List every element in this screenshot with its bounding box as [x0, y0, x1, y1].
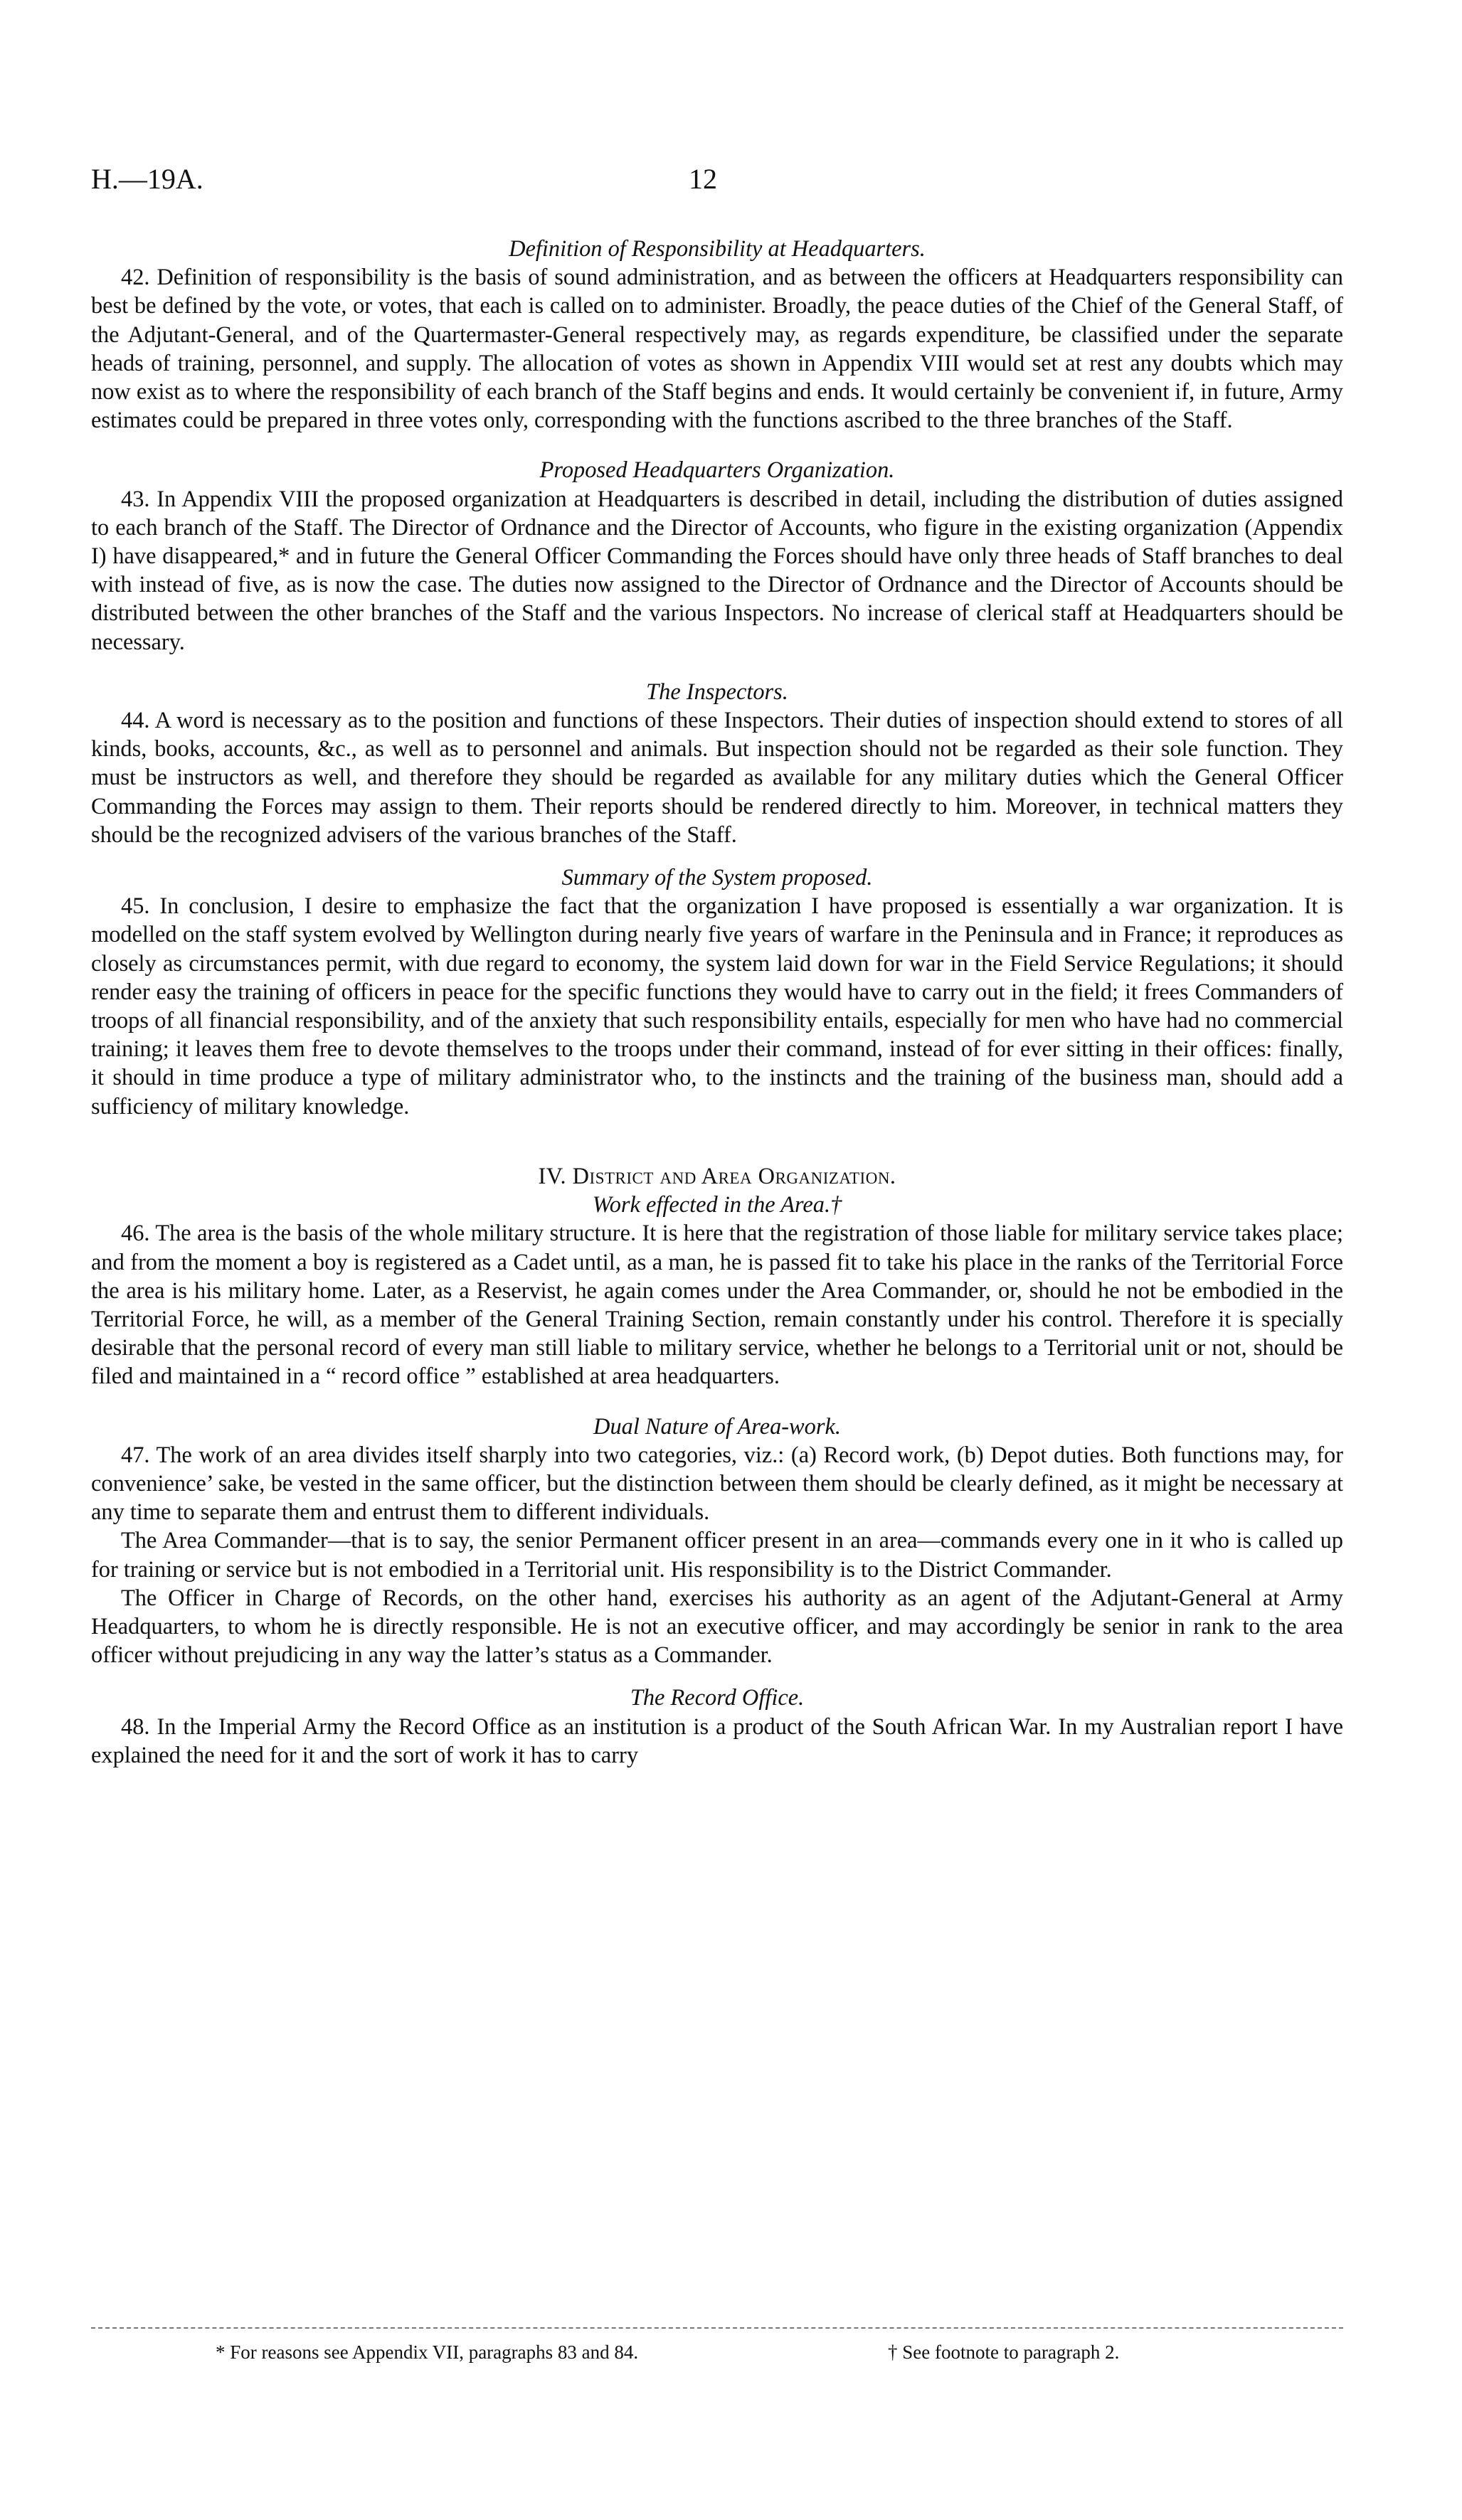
section-heading-definition: Definition of Responsibility at Headquarters. — [509, 236, 926, 262]
footnote-dagger: † See footnote to paragraph 2. — [888, 2341, 1120, 2363]
paragraph-43: 43. In Appendix VIII the proposed organization at Headquarters is described in detail, including the distribution of duties assigned to each branch of the Staff. The Director of Ordnance and the Director of Accounts, who figure in the existing organization (Appendix I) have disappeared,* and in future the General Officer Commanding the Forces should have only three heads of Staff branches to deal with instead of five, as is now the case. The duties now assigned to the Director of Ordnance and the Director of Accounts should be distributed between the other branches of the Staff and the various Inspectors. No increase of clerical staff at Headquarters should be necessary. — [91, 486, 1343, 655]
page-number: 12 — [689, 163, 717, 195]
paragraph-48: 48. In the Imperial Army the Record Office as an institution is a product of the South African War. In my Australian report I have explained the need for it and the sort of work it has to carry — [91, 1713, 1343, 1768]
footnote-divider — [91, 2327, 1343, 2329]
section-heading-inspectors: The Inspectors. — [646, 679, 788, 705]
paragraph-45: 45. In conclusion, I desire to emphasize the fact that the organization I have proposed is essentially a war organization. It is modelled on the staff system evolved by Wellington during nearly five years of warfare in the Peninsula and in France; it reproduces as closely as circumstances permit, with due regard to economy, the system laid down for war in the Field Service Regulations; it should render easy the training of officers in peace for the specific functions they would have to carry out in the field; it frees Commanders of troops of all financial responsibility, and of the anxiety that such responsibility entails, especially for men who have had no commercial training; it leaves them free to devote themselves to the troops under their command, instead of for ever sitting in their offices: finally, it should in time produce a type of military administrator who, to the instincts and the training of the business man, should add a sufficiency of military knowledge. — [91, 893, 1343, 1120]
page-body — [91, 235, 1343, 1770]
part-iv-title: IV. District and Area Organization. — [538, 1163, 896, 1189]
footnote-asterisk: * For reasons see Appendix VII, paragraphs 83 and 84. — [216, 2341, 639, 2363]
section-heading-work-in-area: Work effected in the Area.† — [592, 1192, 842, 1218]
paragraph-42: 42. Definition of responsibility is the basis of sound administration, and as between the officers at Headquarters responsibility can best be defined by the vote, or votes, that each is called on to administer. Broadly, the peace duties of the Chief of the General Staff, of the Adjutant-General, and of the Quartermaster-General respectively may, as regards expenditure, be classified under the separate heads of training, personnel, and supply. The allocation of votes as shown in Appendix VIII would set at rest any doubts which may now exist as to where the responsibility of each branch of the Staff begins and ends. It would certainly be convenient if, in future, Army estimates could be prepared in three votes only, corresponding with the functions ascribed to the three branches of the Staff. — [91, 265, 1343, 434]
section-heading-record-office: The Record Office. — [630, 1685, 805, 1711]
document-reference: H.—19A. — [91, 163, 203, 195]
section-heading-summary: Summary of the System proposed. — [561, 865, 873, 891]
page-header — [91, 162, 1343, 205]
section-heading-proposed-organization: Proposed Headquarters Organization. — [539, 457, 895, 484]
paragraph-46: 46. The area is the basis of the whole military structure. It is here that the registration of those liable for military service takes place; and from the moment a boy is registered as a Cadet until, as a man, he is passed fit to take his place in the ranks of the Territorial Force the area is his military home. Later, as a Reservist, he again comes under the Area Commander, or, should he not be embodied in the Territorial Force, he will, as a member of the General Training Section, remain constantly under his control. Therefore it is specially desirable that the personal record of every man still liable to military service, whether he belongs to a Territorial unit or not, should be filed and maintained in a “ record office ” established at area headquarters. — [91, 1221, 1343, 1390]
paragraph-47-area-commander: The Area Commander—that is to say, the senior Permanent officer present in an area—commands every one in it who is called up for training or service but is not embodied in a Territorial unit. His responsibility is to the District Commander. — [91, 1528, 1343, 1583]
paragraph-47-records-officer: The Officer in Charge of Records, on the other hand, exercises his authority as an agent of the Adjutant-General at Army Headquarters, to whom he is directly responsible. He is not an executive officer, and may accordingly be senior in rank to the area officer without prejudicing in any way the latter’s status as a Commander. — [91, 1585, 1343, 1669]
paragraph-44: 44. A word is necessary as to the position and functions of these Inspectors. Their duties of inspection should extend to stores of all kinds, books, accounts, &c., as well as to personnel and animals. But inspection should not be regarded as their sole function. They must be instructors as well, and therefore they should be regarded as available for any military duties which the General Officer Commanding the Forces may assign to them. Their reports should be rendered directly to him. Moreover, in technical matters they should be the recognized advisers of the various branches of the Staff. — [91, 708, 1343, 848]
section-heading-dual-nature: Dual Nature of Area-work. — [593, 1413, 841, 1440]
paragraph-47: 47. The work of an area divides itself sharply into two categories, viz.: (a) Record work, (b) Depot duties. Both functions may, for convenience’ sake, be vested in the same officer, but the distinction between them should be clearly defined, as it might be necessary at any time to separate them and entrust them to different individuals. — [91, 1442, 1343, 1526]
